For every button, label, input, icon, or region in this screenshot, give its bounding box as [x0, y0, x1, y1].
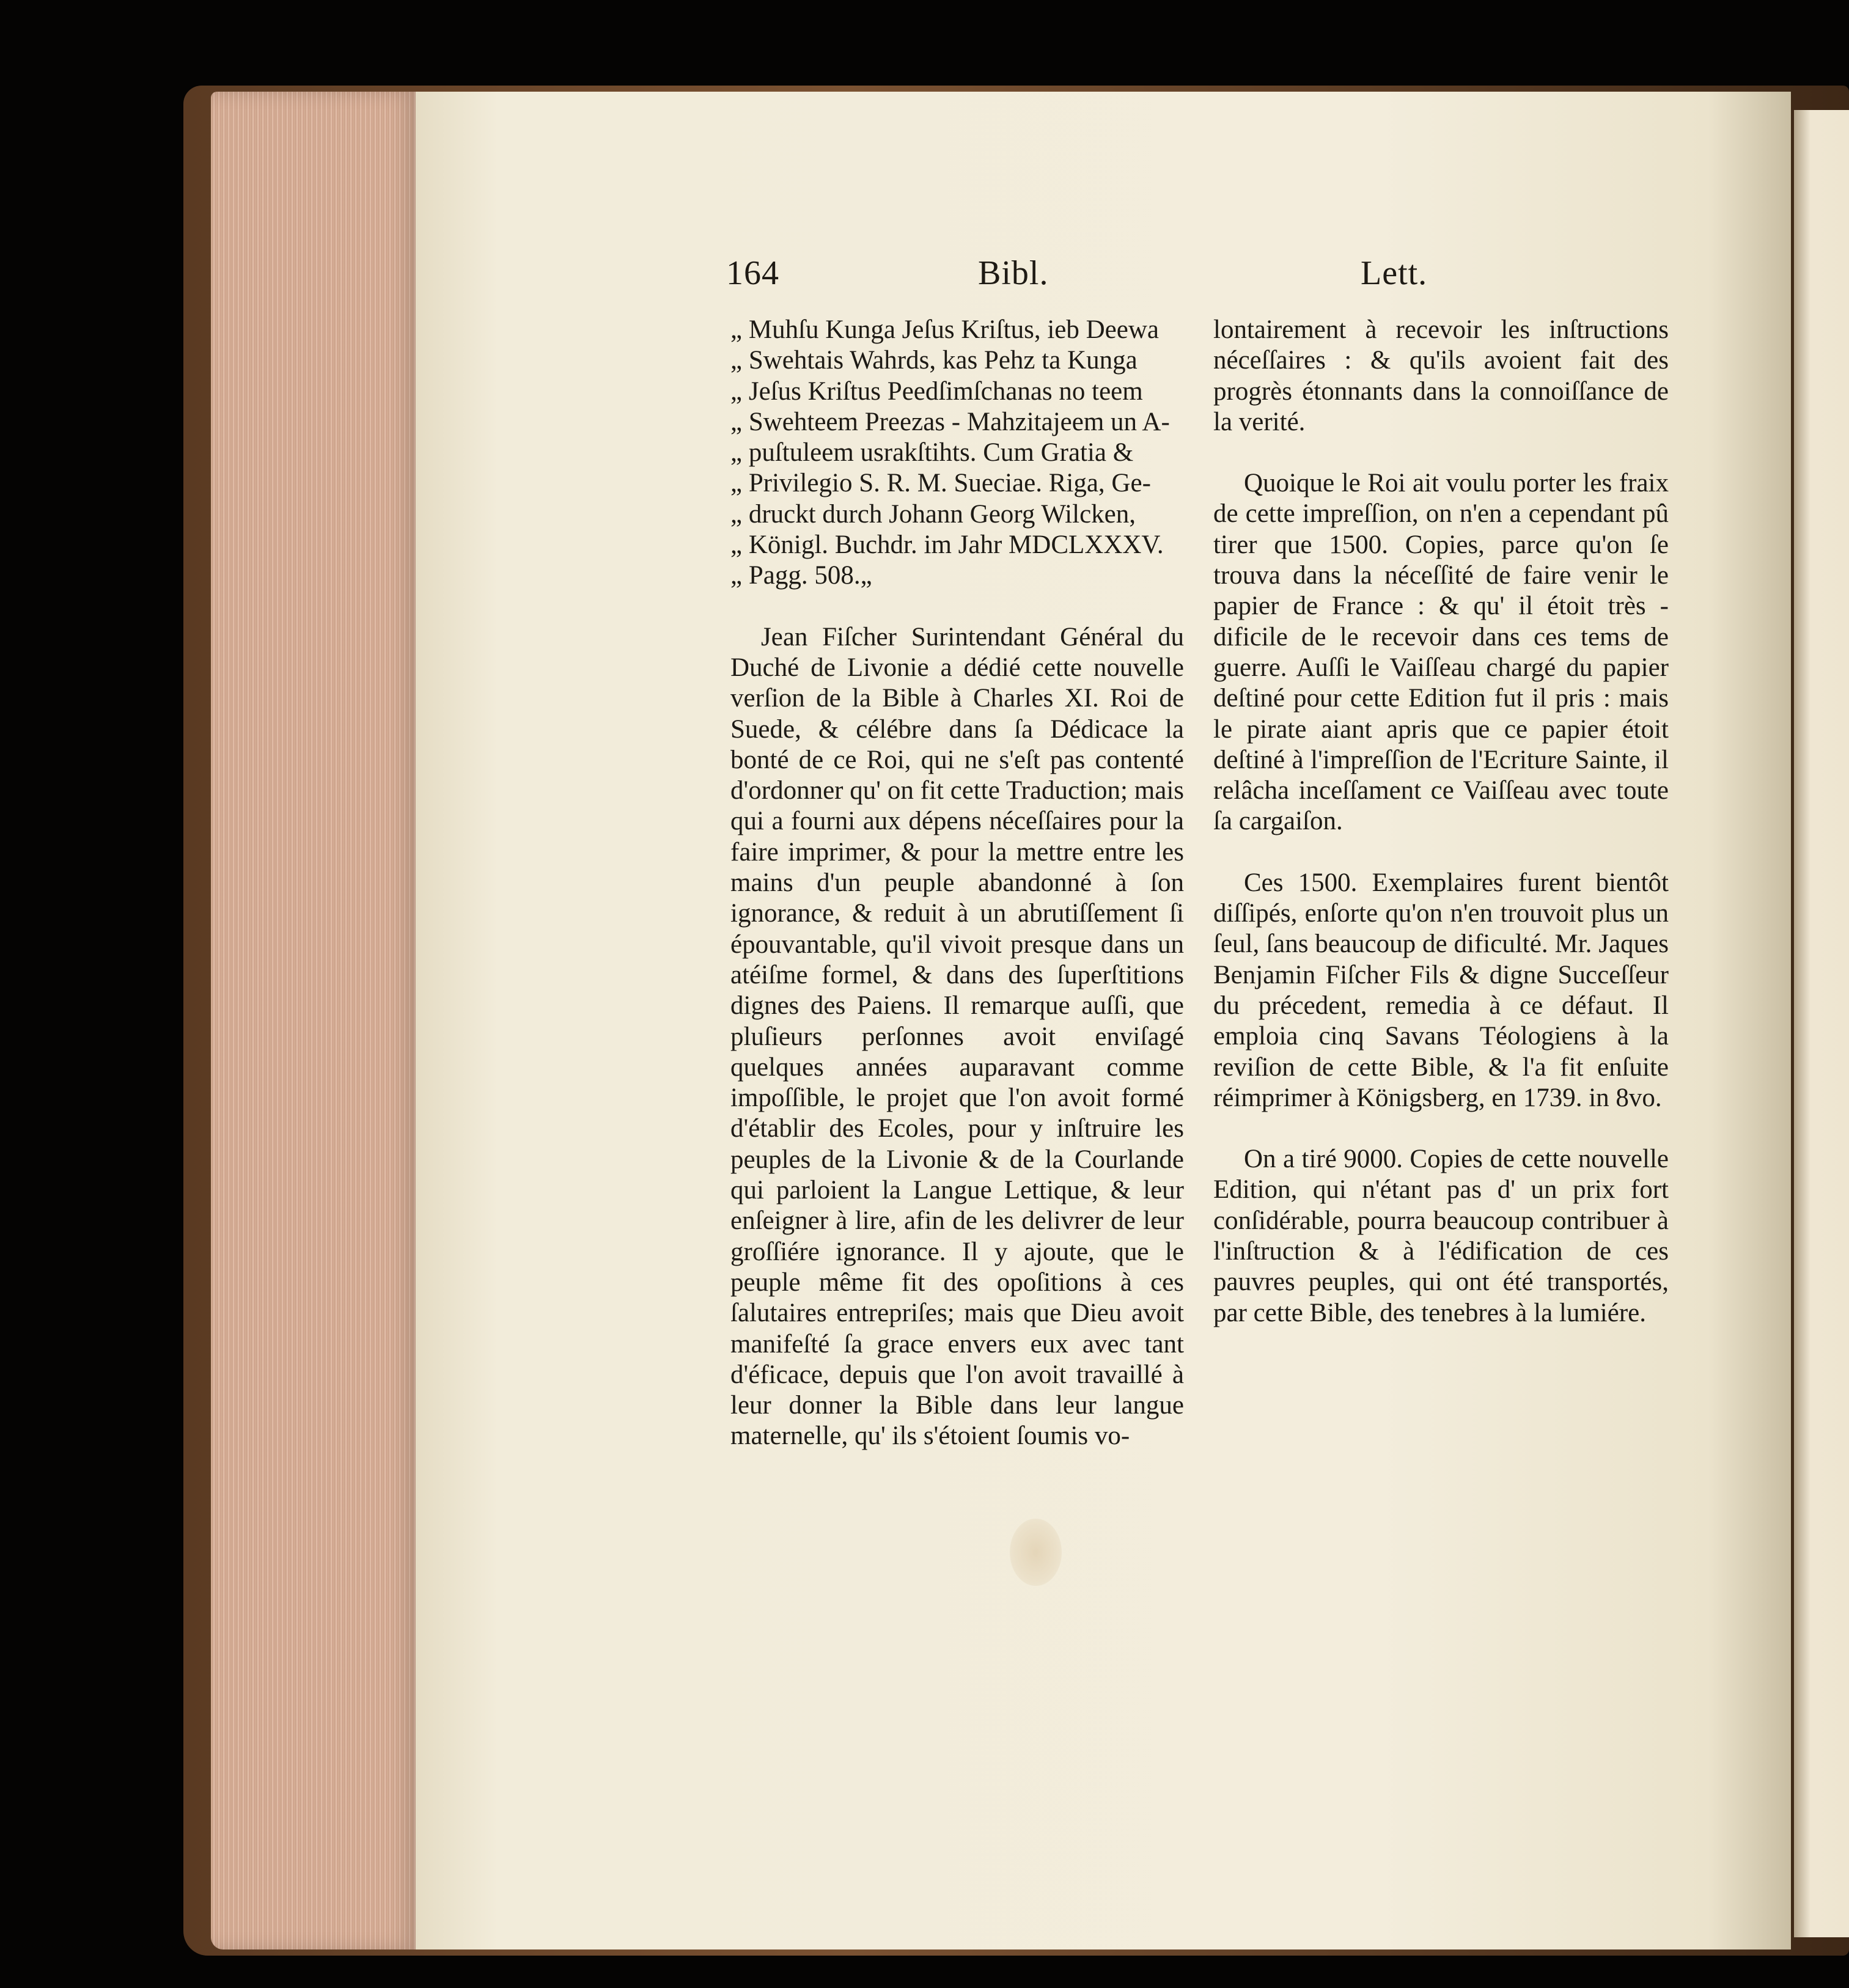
quote-line: „ Muhſu Kunga Jeſus Kriſtus, ieb Deewa — [730, 315, 1159, 344]
quote-line: „ Pagg. 508.„ — [730, 561, 872, 590]
right-text-column — [1213, 315, 1669, 1329]
paragraph-gap — [730, 592, 1184, 622]
quote-line: „ Königl. Buchdr. im Jahr MDCLXXXV. — [730, 530, 1164, 560]
facing-page-edge — [1794, 110, 1849, 1937]
quote-line: „ Privilegio S. R. M. Sueciae. Riga, Ge- — [730, 469, 1151, 498]
page-number: 164 — [726, 254, 779, 292]
quote-line: „ druckt durch Johann Georg Wilcken, — [730, 499, 1136, 529]
left-text-column — [730, 315, 1184, 1452]
paragraph-fischer-dedication: Jean Fiſcher Surintendant Général du Duché de Livonie a dédié cette nouvelle verſion de la Bible à Charles XI. Roi de Suede, & célébre dans ſa Dédicace la bonté de ce Roi, qui ne s'eſt pas contenté d'ordonner qu' on fit cette Traduction; mais qui a fourni aux dépens néceſſaires pour la faire imprimer, & pour la mettre entre les mains d'un peuple abandonné à ſon ignorance, & reduit à un abrutiſſement ſi épouvantable, qu'il vivoit presque dans un atéiſme formel, & dans des ſuperſtitions dignes des Paiens. Il remarque auſſi, que pluſieurs perſonnes avoit enviſagé quelques années auparavant comme impoſſible, le projet que l'on avoit formé d'établir des Ecoles, pour y inſtruire les peuples de la Livonie & de la Courlande qui parloient la Langue Lettique, & leur enſeigner à lire, afin de les delivrer de leur groſſiére ignorance. Il y ajoute, que le peuple même fit des opoſitions à ces ſalutaires entrepriſes; mais que Dieu avoit manifeſté ſa grace envers eux avec tant d'éficace, depuis que l'on avoit travaillé à leur donner la Bible dans leur langue maternelle, qu' ils s'étoient ſoumis vo- — [730, 622, 1184, 1451]
running-head-right: Lett. — [1361, 254, 1428, 292]
paragraph-new-edition: On a tiré 9000. Copies de cette nouvelle Edition, qui n'étant pas d' un prix fort conſidérable, pourra beaucoup contribuer à l'inſtruction & à l'édification de ces pauvres peuples, qui ont été transportés, par cette Bible, des tenebres à la lumiére. — [1213, 1145, 1669, 1327]
running-head-left: Bibl. — [978, 254, 1049, 292]
paragraph-exemplaires: Ces 1500. Exemplaires furent bientôt diſſipés, enſorte qu'on n'en trouvoit plus un ſeul, ſans beaucoup de dificulté. Mr. Jaques Benjamin Fiſcher Fils & digne Succeſſeur du précedent, remedia à ce défaut. Il emploia cinq Savans Téologiens à la reviſion de cette Bible, & l'a fit enſuite réimprimer à Königsberg, en 1739. in 8vo. — [1213, 868, 1669, 1112]
paragraph-printing-costs: Quoique le Roi ait voulu porter les fraix de cette impreſſion, on n'en a cependant pû tirer que 1500. Copies, parce qu'on ſe trouva dans la néceſſité de faire venir le papier de France : & qu' il étoit très - dificile de le recevoir dans ces tems de guerre. Auſſi le Vaiſſeau chargé du papier deſtiné pour cette Edition fut il pris : mais le pirate aiant apris que ce papier étoit deſtiné à l'impreſſion de l'Ecriture Sainte, il relâcha inceſſament ce Vaiſſeau avec toute ſa cargaiſon. — [1213, 469, 1669, 836]
quote-line: „ puſtuleem usrakſtihts. Cum Gratia & — [730, 438, 1134, 468]
quote-line: „ Jeſus Kriſtus Peedſimſchanas no teem — [730, 376, 1143, 406]
paragraph-continuation: lontairement à recevoir les inſtructions néceſſaires : & qu'ils avoient fait des progrès étonnants dans la connoiſſance de la verité. — [1213, 315, 1669, 436]
paragraph-gap — [1213, 837, 1669, 868]
quote-line: „ Swehteem Preezas - Mahzitajeem un A- — [730, 407, 1170, 436]
quote-line: „ Swehtais Wahrds, kas Pehz ta Kunga — [730, 346, 1138, 375]
paragraph-gap — [1213, 1113, 1669, 1144]
page-edges — [211, 92, 419, 1949]
foxing-stain — [1010, 1519, 1062, 1586]
paragraph-gap — [1213, 438, 1669, 468]
